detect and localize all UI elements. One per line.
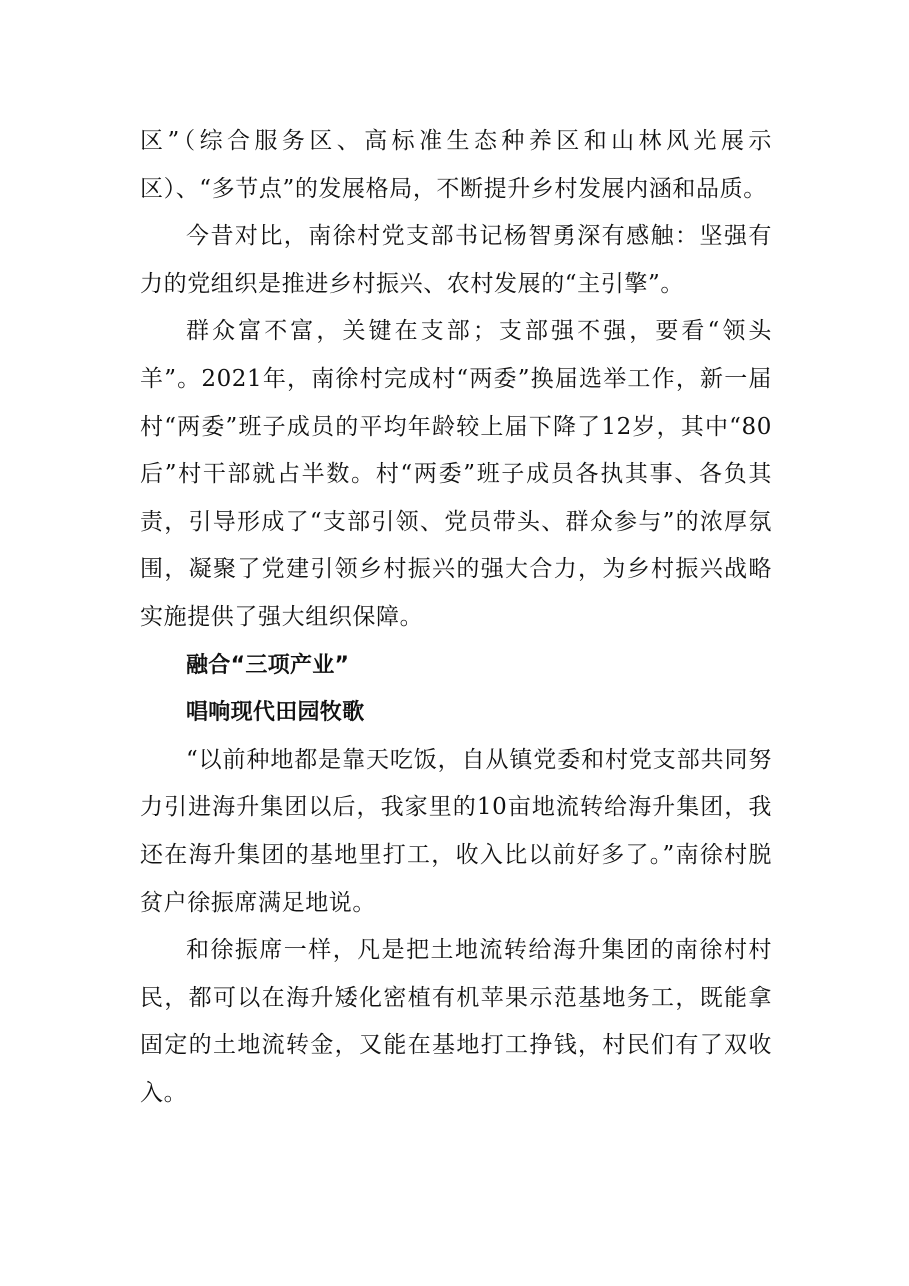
paragraph-villager-quote: “以前种地都是靠天吃饭，自从镇党委和村党支部共同努力引进海升集团以后，我家里的10亩地流转给海升集团，我还在海升集团的基地里打工，收入比以前好多了。”南徐村脱贫户徐振席满足地说。 <box>140 746 772 916</box>
paragraph-party-secretary-quote: 今昔对比，南徐村党支部书记杨智勇深有感触：坚强有力的党组织是推进乡村振兴、农村发展的“主引擎”。 <box>140 223 772 297</box>
paragraph-continued: 区”（综合服务区、高标准生态种养区和山林风光展示区）、“多节点”的发展格局，不断提升乡村发展内涵和品质。 <box>140 128 772 202</box>
document-body <box>140 118 772 1117</box>
paragraph-double-income: 和徐振席一样，凡是把土地流转给海升集团的南徐村村民，都可以在海升矮化密植有机苹果示范基地务工，既能拿固定的土地流转金，又能在基地打工挣钱，村民们有了双收入。 <box>140 937 772 1106</box>
section-heading-line-1: 融合“三项产业” <box>186 652 350 678</box>
section-heading-line-2: 唱响现代田园牧歌 <box>186 700 365 726</box>
paragraph-village-committee: 群众富不富，关键在支部；支部强不强，要看“领头羊”。2021年，南徐村完成村“两委”换届选举工作，新一届村“两委”班子成员的平均年龄较上届下降了12岁，其中“80后”村干部就占半数。村“两委”班子成员各执其事、各负其责，引导形成了“支部引领、党员带头、群众参与”的浓厚氛围，凝聚了党建引领乡村振兴的强大合力，为乡村振兴战略实施提供了强大组织保障。 <box>140 318 772 630</box>
